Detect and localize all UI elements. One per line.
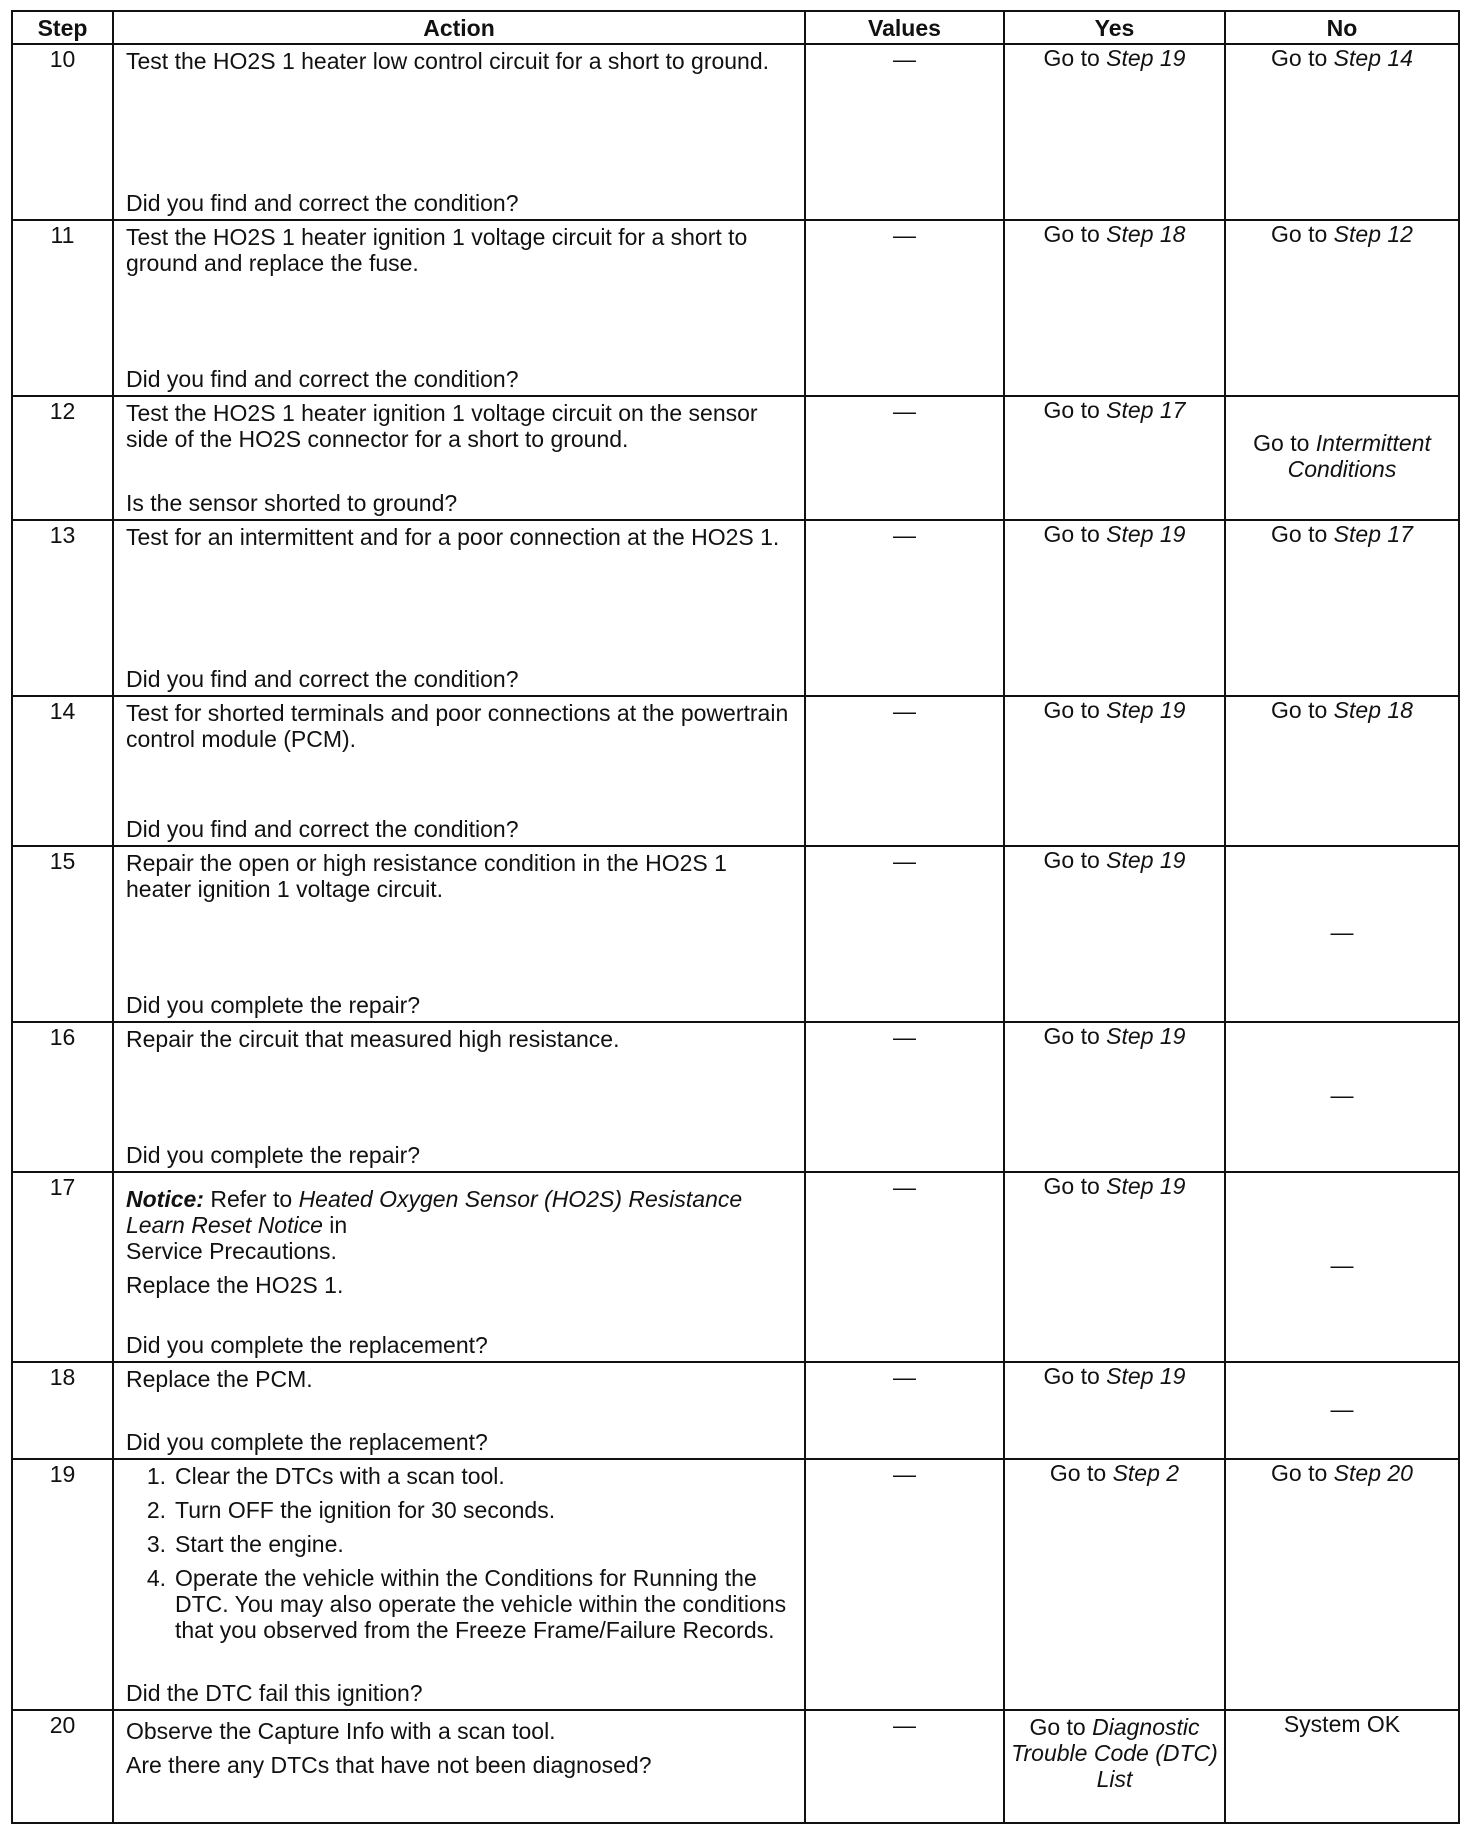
yes-cell	[1004, 1710, 1225, 1823]
action-text: Test for shorted terminals and poor connections at the powertrain control module (PCM).	[126, 700, 789, 752]
yes-cell	[1004, 520, 1225, 696]
list-item	[126, 1531, 794, 1557]
go-to-prefix: Go to	[1043, 397, 1100, 423]
no-step-link[interactable]: Step 17	[1333, 521, 1413, 547]
list-number: 3.	[146, 1531, 166, 1557]
action-cell	[113, 1459, 805, 1710]
action-text: Test for an intermittent and for a poor connection at the HO2S 1.	[126, 524, 780, 550]
list-item	[126, 1565, 794, 1643]
go-to-prefix: Go to	[1271, 221, 1328, 247]
values-cell: —	[805, 1362, 1004, 1459]
no-cell: —	[1225, 1172, 1459, 1362]
yes-cell	[1004, 1172, 1225, 1362]
step-number: 19	[12, 1459, 113, 1710]
action-question: Did you find and correct the condition?	[126, 666, 519, 692]
table-row	[12, 396, 1459, 520]
action-question: Did you complete the replacement?	[126, 1332, 488, 1358]
action-text: Repair the circuit that measured high resistance.	[126, 1026, 620, 1052]
no-cell: —	[1225, 1022, 1459, 1172]
step-number: 12	[12, 396, 113, 520]
list-text: Start the engine.	[175, 1531, 344, 1557]
go-to-prefix: Go to	[1271, 1460, 1328, 1486]
action-question: Did you find and correct the condition?	[126, 816, 519, 842]
notice-link[interactable]: Heated Oxygen Sensor (HO2S) Resistance Learn Reset Notice	[126, 1186, 743, 1238]
step-number: 14	[12, 696, 113, 846]
notice-text	[126, 1186, 794, 1264]
action-cell	[113, 220, 805, 396]
values-cell: —	[805, 696, 1004, 846]
step-number: 17	[12, 1172, 113, 1362]
action-text: Replace the PCM.	[126, 1366, 313, 1392]
action-text: Test the HO2S 1 heater ignition 1 voltage circuit for a short to ground and replace the fuse.	[126, 224, 748, 276]
yes-dtc-list-link[interactable]: Diagnostic Trouble Code (DTC) List	[1011, 1714, 1218, 1792]
go-to-prefix: Go to	[1029, 1714, 1086, 1740]
action-cell	[113, 1710, 805, 1823]
header-values: Values	[805, 11, 1004, 44]
yes-cell	[1004, 396, 1225, 520]
action-question: Are there any DTCs that have not been diagnosed?	[126, 1752, 652, 1778]
step-number: 18	[12, 1362, 113, 1459]
notice-pre: Refer to	[210, 1186, 293, 1212]
yes-step-link[interactable]: Step 2	[1112, 1460, 1180, 1486]
action-question: Did you complete the replacement?	[126, 1429, 488, 1455]
yes-step-link[interactable]: Step 19	[1106, 697, 1186, 723]
action-cell	[113, 1022, 805, 1172]
notice-tail: Service Precautions.	[126, 1238, 337, 1264]
go-to-prefix: Go to	[1043, 697, 1100, 723]
go-to-prefix: Go to	[1271, 521, 1328, 547]
values-cell: —	[805, 44, 1004, 220]
action-question: Did you find and correct the condition?	[126, 190, 519, 216]
go-to-prefix: Go to	[1271, 45, 1328, 71]
yes-step-link[interactable]: Step 19	[1106, 847, 1186, 873]
yes-cell	[1004, 44, 1225, 220]
action-question: Is the sensor shorted to ground?	[126, 490, 458, 516]
action-text: Observe the Capture Info with a scan tool.	[126, 1718, 556, 1744]
values-cell: —	[805, 846, 1004, 1022]
no-step-link[interactable]: Step 12	[1333, 221, 1413, 247]
step-number: 13	[12, 520, 113, 696]
list-text: Clear the DTCs with a scan tool.	[175, 1463, 505, 1489]
go-to-prefix: Go to	[1049, 1460, 1107, 1486]
table-row	[12, 696, 1459, 846]
yes-step-link[interactable]: Step 19	[1106, 521, 1186, 547]
go-to-prefix: Go to	[1043, 847, 1100, 873]
action-cell	[113, 44, 805, 220]
yes-cell	[1004, 846, 1225, 1022]
go-to-prefix: Go to	[1043, 1173, 1100, 1199]
table-row	[12, 1710, 1459, 1823]
go-to-prefix: Go to	[1271, 697, 1328, 723]
no-cell	[1225, 44, 1459, 220]
step-number: 20	[12, 1710, 113, 1823]
list-text: Operate the vehicle within the Conditions for Running the DTC. You may also operate the vehicle within the conditions that you observed from the Freeze Frame/Failure Records.	[175, 1565, 787, 1643]
action-question: Did you complete the repair?	[126, 992, 421, 1018]
table-row	[12, 846, 1459, 1022]
notice-post: in	[329, 1212, 348, 1238]
action-cell	[113, 520, 805, 696]
diagnostic-table	[11, 10, 1460, 1824]
values-cell: —	[805, 220, 1004, 396]
table-row	[12, 1362, 1459, 1459]
no-cell	[1225, 220, 1459, 396]
yes-cell	[1004, 696, 1225, 846]
no-cell: —	[1225, 846, 1459, 1022]
procedure-list	[126, 1463, 794, 1643]
list-number: 4.	[146, 1565, 166, 1591]
step-number: 16	[12, 1022, 113, 1172]
values-cell: —	[805, 1022, 1004, 1172]
action-question: Did you find and correct the condition?	[126, 366, 519, 392]
yes-step-link[interactable]: Step 17	[1106, 397, 1186, 423]
action-cell	[113, 1362, 805, 1459]
yes-step-link[interactable]: Step 19	[1106, 1023, 1186, 1049]
action-cell	[113, 846, 805, 1022]
list-number: 2.	[146, 1497, 166, 1523]
notice-block	[126, 1186, 794, 1298]
go-to-prefix: Go to	[1043, 1023, 1100, 1049]
yes-cell	[1004, 220, 1225, 396]
no-step-link[interactable]: Step 14	[1333, 45, 1413, 71]
no-cell	[1225, 396, 1459, 520]
header-row	[12, 11, 1459, 44]
no-cell: System OK	[1225, 1710, 1459, 1823]
action-question: Did the DTC fail this ignition?	[126, 1680, 423, 1706]
values-cell: —	[805, 396, 1004, 520]
no-step-link[interactable]: Step 20	[1333, 1460, 1413, 1486]
action-cell	[113, 396, 805, 520]
values-cell: —	[805, 1710, 1004, 1823]
go-to-prefix: Go to	[1253, 430, 1310, 456]
action-text: Repair the open or high resistance condition in the HO2S 1 heater ignition 1 voltage circuit.	[126, 850, 727, 902]
go-to-prefix: Go to	[1043, 521, 1100, 547]
no-cell: —	[1225, 1362, 1459, 1459]
header-no: No	[1225, 11, 1459, 44]
step-number: 15	[12, 846, 113, 1022]
go-to-prefix: Go to	[1043, 221, 1100, 247]
values-cell: —	[805, 520, 1004, 696]
table-row	[12, 520, 1459, 696]
yes-step-link[interactable]: Step 18	[1106, 221, 1186, 247]
list-item	[126, 1497, 794, 1523]
yes-step-link[interactable]: Step 19	[1106, 1363, 1186, 1389]
action-text: Test the HO2S 1 heater low control circuit for a short to ground.	[126, 48, 770, 74]
values-cell: —	[805, 1459, 1004, 1710]
table-row	[12, 1172, 1459, 1362]
notice-label: Notice:	[126, 1186, 204, 1212]
no-intermittent-link[interactable]: Intermittent Conditions	[1287, 430, 1431, 482]
action-text: Replace the HO2S 1.	[126, 1272, 344, 1298]
go-to-prefix: Go to	[1043, 1363, 1100, 1389]
yes-step-link[interactable]: Step 19	[1106, 1173, 1186, 1199]
action-question: Did you complete the repair?	[126, 1142, 421, 1168]
table-row	[12, 1459, 1459, 1710]
yes-cell	[1004, 1362, 1225, 1459]
action-cell	[113, 696, 805, 846]
table-row	[12, 44, 1459, 220]
list-text: Turn OFF the ignition for 30 seconds.	[175, 1497, 556, 1523]
values-cell: —	[805, 1172, 1004, 1362]
action-text: Test the HO2S 1 heater ignition 1 voltage circuit on the sensor side of the HO2S connector for a short to ground.	[126, 400, 758, 452]
no-cell	[1225, 520, 1459, 696]
no-step-link[interactable]: Step 18	[1333, 697, 1413, 723]
action-cell	[113, 1172, 805, 1362]
yes-cell	[1004, 1459, 1225, 1710]
list-number: 1.	[146, 1463, 166, 1489]
header-action: Action	[113, 11, 805, 44]
yes-step-link[interactable]: Step 19	[1106, 45, 1186, 71]
yes-cell	[1004, 1022, 1225, 1172]
table-row	[12, 1022, 1459, 1172]
table-row	[12, 220, 1459, 396]
step-number: 11	[12, 220, 113, 396]
step-number: 10	[12, 44, 113, 220]
list-item	[126, 1463, 794, 1489]
header-step: Step	[12, 11, 113, 44]
no-cell	[1225, 696, 1459, 846]
no-cell	[1225, 1459, 1459, 1710]
header-yes: Yes	[1004, 11, 1225, 44]
go-to-prefix: Go to	[1043, 45, 1100, 71]
